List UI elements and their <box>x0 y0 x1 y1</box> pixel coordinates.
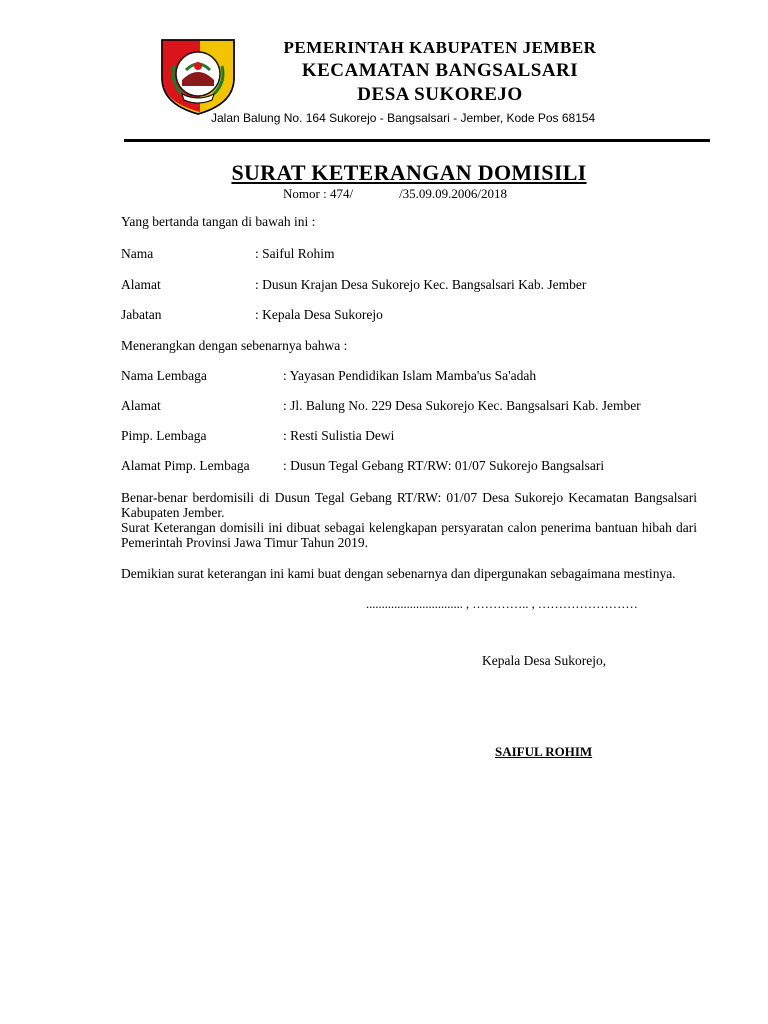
signer-label: Jabatan <box>121 307 162 322</box>
institution-row <box>121 458 604 474</box>
signer-value: : Dusun Krajan Desa Sukorejo Kec. Bangsalsari Kab. Jember <box>255 277 587 292</box>
signer-row <box>121 246 335 262</box>
letterhead-address: Jalan Balung No. 164 Sukorejo - Bangsalsari - Jember, Kode Pos 68154 <box>211 111 596 125</box>
document-title: SURAT KETERANGAN DOMISILI <box>231 160 587 185</box>
document-number-suffix: /35.09.09.2006/2018 <box>399 186 508 201</box>
place-date-line: ............................... , ………….. , …………………… <box>366 597 638 611</box>
institution-row <box>121 428 394 444</box>
letterhead-district: KECAMATAN BANGSALSARI <box>301 60 579 81</box>
signer-value: : Kepala Desa Sukorejo <box>255 307 383 322</box>
institution-label: Pimp. Lembaga <box>121 428 207 443</box>
signer-label: Nama <box>121 246 154 261</box>
signer-row <box>121 277 586 293</box>
statement-text: Menerangkan dengan sebenarnya bahwa : <box>121 338 348 353</box>
institution-value: : Yayasan Pendidikan Islam Mamba'us Sa'adah <box>283 368 537 383</box>
document-number <box>283 186 507 202</box>
letterhead-divider <box>124 139 710 142</box>
institution-label: Alamat <box>121 398 161 413</box>
institution-label: Alamat Pimp. Lembaga <box>121 458 250 473</box>
signature-name: SAIFUL ROHIM <box>495 744 593 759</box>
institution-label: Nama Lembaga <box>121 368 207 383</box>
signer-label: Alamat <box>121 277 161 292</box>
body-domicile-paragraph: Benar-benar berdomisili di Dusun Tegal Gebang RT/RW: 01/07 Desa Sukorejo Kecamatan Bangsalsari Kabupaten Jember. <box>121 490 697 520</box>
document-number-prefix: Nomor : 474/ <box>283 186 354 201</box>
signature-title: Kepala Desa Sukorejo, <box>482 653 607 668</box>
institution-row <box>121 398 641 414</box>
intro-text: Yang bertanda tangan di bawah ini : <box>121 214 316 229</box>
closing-paragraph: Demikian surat keterangan ini kami buat dengan sebenarnya dan dipergunakan sebagaimana mestinya. <box>121 566 676 581</box>
body-purpose-paragraph: Surat Keterangan domisili ini dibuat sebagai kelengkapan persyaratan calon penerima bantuan hibah dari Pemerintah Provinsi Jawa Timur Tahun 2019. <box>121 520 697 550</box>
signer-value: : Saiful Rohim <box>255 246 335 261</box>
institution-value: : Jl. Balung No. 229 Desa Sukorejo Kec. Bangsalsari Kab. Jember <box>283 398 641 413</box>
letterhead-village: DESA SUKOREJO <box>357 84 523 105</box>
letterhead-government: PEMERINTAH KABUPATEN JEMBER <box>283 38 597 57</box>
institution-value: : Resti Sulistia Dewi <box>283 428 395 443</box>
institution-value: : Dusun Tegal Gebang RT/RW: 01/07 Sukorejo Bangsalsari <box>283 458 605 473</box>
signer-row <box>121 307 383 323</box>
institution-row <box>121 368 536 384</box>
